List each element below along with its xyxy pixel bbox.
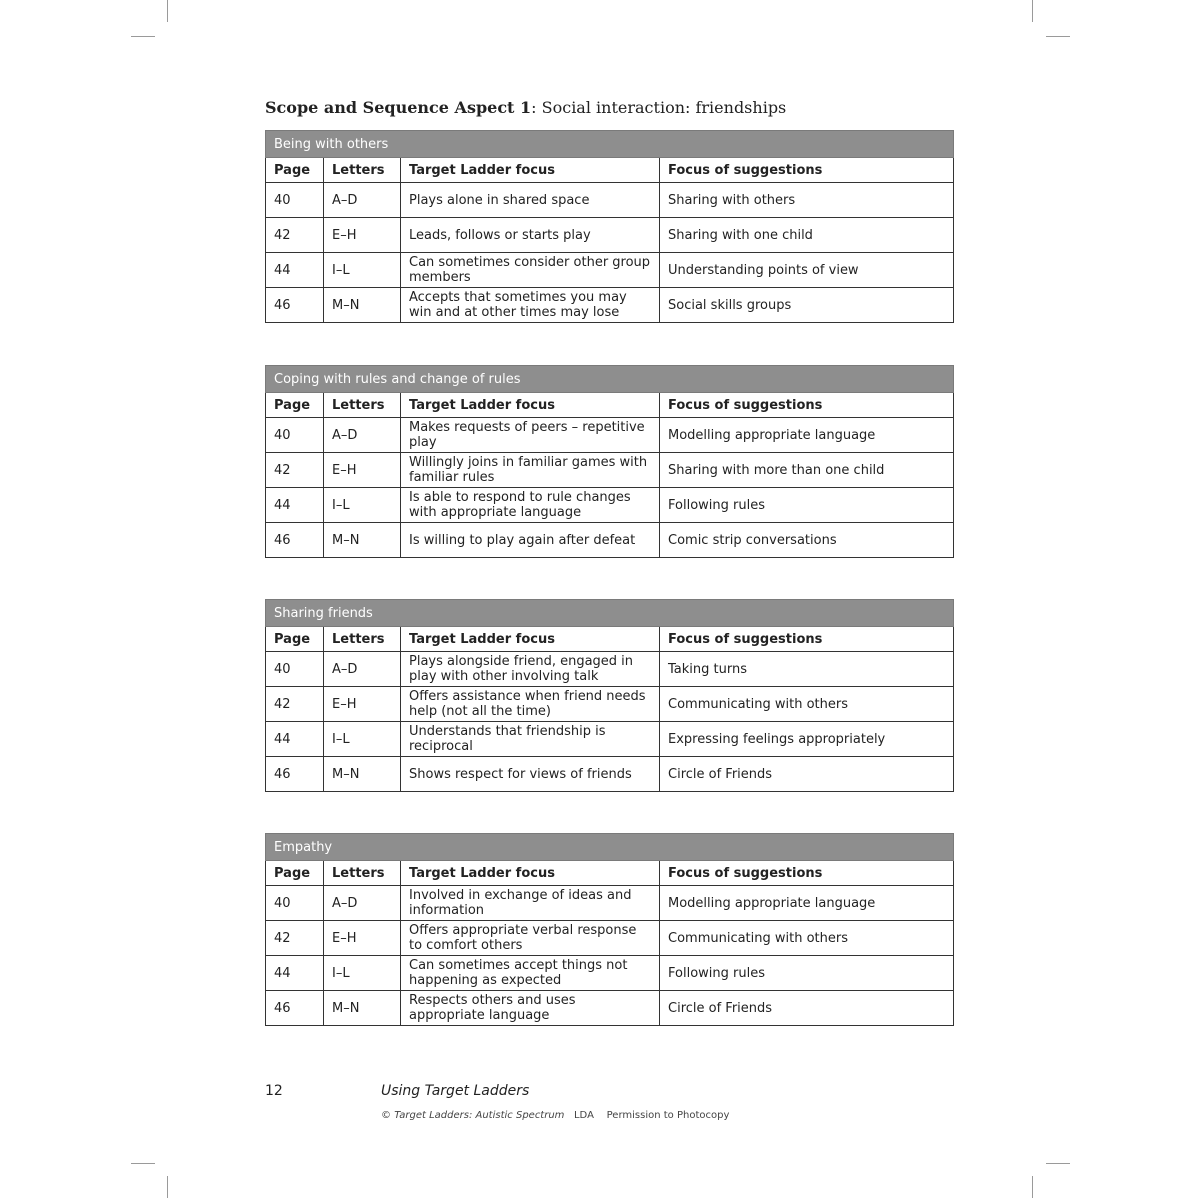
copyright-title: Target Ladders: Autistic Spectrum <box>394 1110 565 1121</box>
table-cell: 42 <box>266 921 324 956</box>
column-header-row <box>266 627 954 652</box>
publisher: LDA <box>573 1110 594 1121</box>
crop-mark <box>1032 1176 1033 1198</box>
table-cell: 44 <box>266 488 324 523</box>
table-row <box>266 253 954 288</box>
table-row <box>266 757 954 792</box>
table-cell: Following rules <box>660 956 954 991</box>
table-row <box>266 687 954 722</box>
column-header: Letters <box>324 158 401 183</box>
footer-book-title: Using Target Ladders <box>381 1083 530 1099</box>
table-cell: M–N <box>324 757 401 792</box>
table-cell: M–N <box>324 288 401 323</box>
section-heading: Coping with rules and change of rules <box>266 366 954 393</box>
table-cell: A–D <box>324 886 401 921</box>
table-cell: 44 <box>266 956 324 991</box>
table-row <box>266 722 954 757</box>
table-cell: Circle of Friends <box>660 757 954 792</box>
table-cell: Sharing with more than one child <box>660 453 954 488</box>
table-cell: Modelling appropriate language <box>660 418 954 453</box>
table-cell: Offers assistance when friend needs help (not all the time) <box>401 687 660 722</box>
permission-note: Permission to Photocopy <box>606 1110 730 1121</box>
column-header: Letters <box>324 627 401 652</box>
table-cell: M–N <box>324 991 401 1026</box>
table-cell: I–L <box>324 488 401 523</box>
table-cell: Leads, follows or starts play <box>401 218 660 253</box>
table-row <box>266 218 954 253</box>
table-cell: Taking turns <box>660 652 954 687</box>
column-header-row <box>266 861 954 886</box>
crop-mark <box>167 0 168 22</box>
column-header: Page <box>266 861 324 886</box>
crop-mark <box>167 1176 168 1198</box>
table-cell: Can sometimes accept things not happening as expected <box>401 956 660 991</box>
crop-mark <box>1046 1163 1070 1164</box>
table-cell: 42 <box>266 687 324 722</box>
column-header-row <box>266 158 954 183</box>
table-cell: Makes requests of peers – repetitive play <box>401 418 660 453</box>
table-cell: I–L <box>324 956 401 991</box>
crop-mark <box>131 1163 155 1164</box>
scope-table <box>265 599 954 792</box>
table-cell: Modelling appropriate language <box>660 886 954 921</box>
table-cell: 40 <box>266 886 324 921</box>
section-heading: Sharing friends <box>266 600 954 627</box>
table-cell: 44 <box>266 253 324 288</box>
table-cell: Circle of Friends <box>660 991 954 1026</box>
column-header-row <box>266 393 954 418</box>
crop-mark <box>131 36 155 37</box>
table-cell: 46 <box>266 288 324 323</box>
table-cell: I–L <box>324 722 401 757</box>
table-cell: Offers appropriate verbal response to comfort others <box>401 921 660 956</box>
table-cell: Accepts that sometimes you may win and at other times may lose <box>401 288 660 323</box>
table-cell: 46 <box>266 991 324 1026</box>
scope-table <box>265 365 954 558</box>
column-header: Focus of suggestions <box>660 627 954 652</box>
column-header: Focus of suggestions <box>660 158 954 183</box>
table-row <box>266 183 954 218</box>
table-cell: Is willing to play again after defeat <box>401 523 660 558</box>
table-cell: Is able to respond to rule changes with appropriate language <box>401 488 660 523</box>
page-title-rest: : Social interaction: friendships <box>531 98 787 117</box>
table-cell: Communicating with others <box>660 687 954 722</box>
section-table-coping-with-rules <box>265 365 953 558</box>
scope-table <box>265 833 954 1026</box>
page-title-bold: Scope and Sequence Aspect 1 <box>265 98 532 117</box>
table-cell: 40 <box>266 418 324 453</box>
table-cell: 46 <box>266 523 324 558</box>
table-cell: I–L <box>324 253 401 288</box>
column-header: Target Ladder focus <box>401 393 660 418</box>
table-cell: Understanding points of view <box>660 253 954 288</box>
table-cell: Communicating with others <box>660 921 954 956</box>
table-cell: E–H <box>324 453 401 488</box>
crop-mark <box>1032 0 1033 22</box>
table-cell: 40 <box>266 183 324 218</box>
table-cell: A–D <box>324 183 401 218</box>
column-header: Target Ladder focus <box>401 158 660 183</box>
column-header: Page <box>266 627 324 652</box>
table-cell: Can sometimes consider other group members <box>401 253 660 288</box>
column-header: Target Ladder focus <box>401 861 660 886</box>
table-cell: 44 <box>266 722 324 757</box>
table-row <box>266 523 954 558</box>
table-cell: Sharing with one child <box>660 218 954 253</box>
table-cell: Understands that friendship is reciprocal <box>401 722 660 757</box>
page-title <box>265 98 965 117</box>
section-table-empathy <box>265 833 953 1026</box>
table-cell: Comic strip conversations <box>660 523 954 558</box>
table-row <box>266 886 954 921</box>
table-cell: E–H <box>324 921 401 956</box>
scope-table <box>265 130 954 323</box>
table-cell: Plays alone in shared space <box>401 183 660 218</box>
table-cell: Sharing with others <box>660 183 954 218</box>
table-cell: Involved in exchange of ideas and information <box>401 886 660 921</box>
table-cell: A–D <box>324 652 401 687</box>
table-row <box>266 288 954 323</box>
table-row <box>266 453 954 488</box>
footer-copyright <box>381 1110 729 1121</box>
table-cell: 46 <box>266 757 324 792</box>
table-cell: Shows respect for views of friends <box>401 757 660 792</box>
table-row <box>266 921 954 956</box>
section-table-being-with-others <box>265 130 953 323</box>
table-cell: A–D <box>324 418 401 453</box>
column-header: Focus of suggestions <box>660 393 954 418</box>
table-row <box>266 956 954 991</box>
column-header: Page <box>266 393 324 418</box>
table-cell: Willingly joins in familiar games with familiar rules <box>401 453 660 488</box>
table-cell: 42 <box>266 453 324 488</box>
table-cell: 42 <box>266 218 324 253</box>
column-header: Page <box>266 158 324 183</box>
column-header: Letters <box>324 393 401 418</box>
table-cell: Social skills groups <box>660 288 954 323</box>
table-row <box>266 991 954 1026</box>
table-cell: Plays alongside friend, engaged in play with other involving talk <box>401 652 660 687</box>
copyright-symbol: © <box>381 1110 395 1121</box>
table-cell: M–N <box>324 523 401 558</box>
column-header: Focus of suggestions <box>660 861 954 886</box>
footer-page-number: 12 <box>265 1083 283 1099</box>
table-row <box>266 652 954 687</box>
column-header: Target Ladder focus <box>401 627 660 652</box>
table-row <box>266 488 954 523</box>
crop-mark <box>1046 36 1070 37</box>
column-header: Letters <box>324 861 401 886</box>
section-heading: Empathy <box>266 834 954 861</box>
table-row <box>266 418 954 453</box>
table-cell: E–H <box>324 218 401 253</box>
table-cell: 40 <box>266 652 324 687</box>
section-heading: Being with others <box>266 131 954 158</box>
table-cell: Following rules <box>660 488 954 523</box>
table-cell: Respects others and uses appropriate language <box>401 991 660 1026</box>
table-cell: E–H <box>324 687 401 722</box>
section-table-sharing-friends <box>265 599 953 792</box>
table-cell: Expressing feelings appropriately <box>660 722 954 757</box>
